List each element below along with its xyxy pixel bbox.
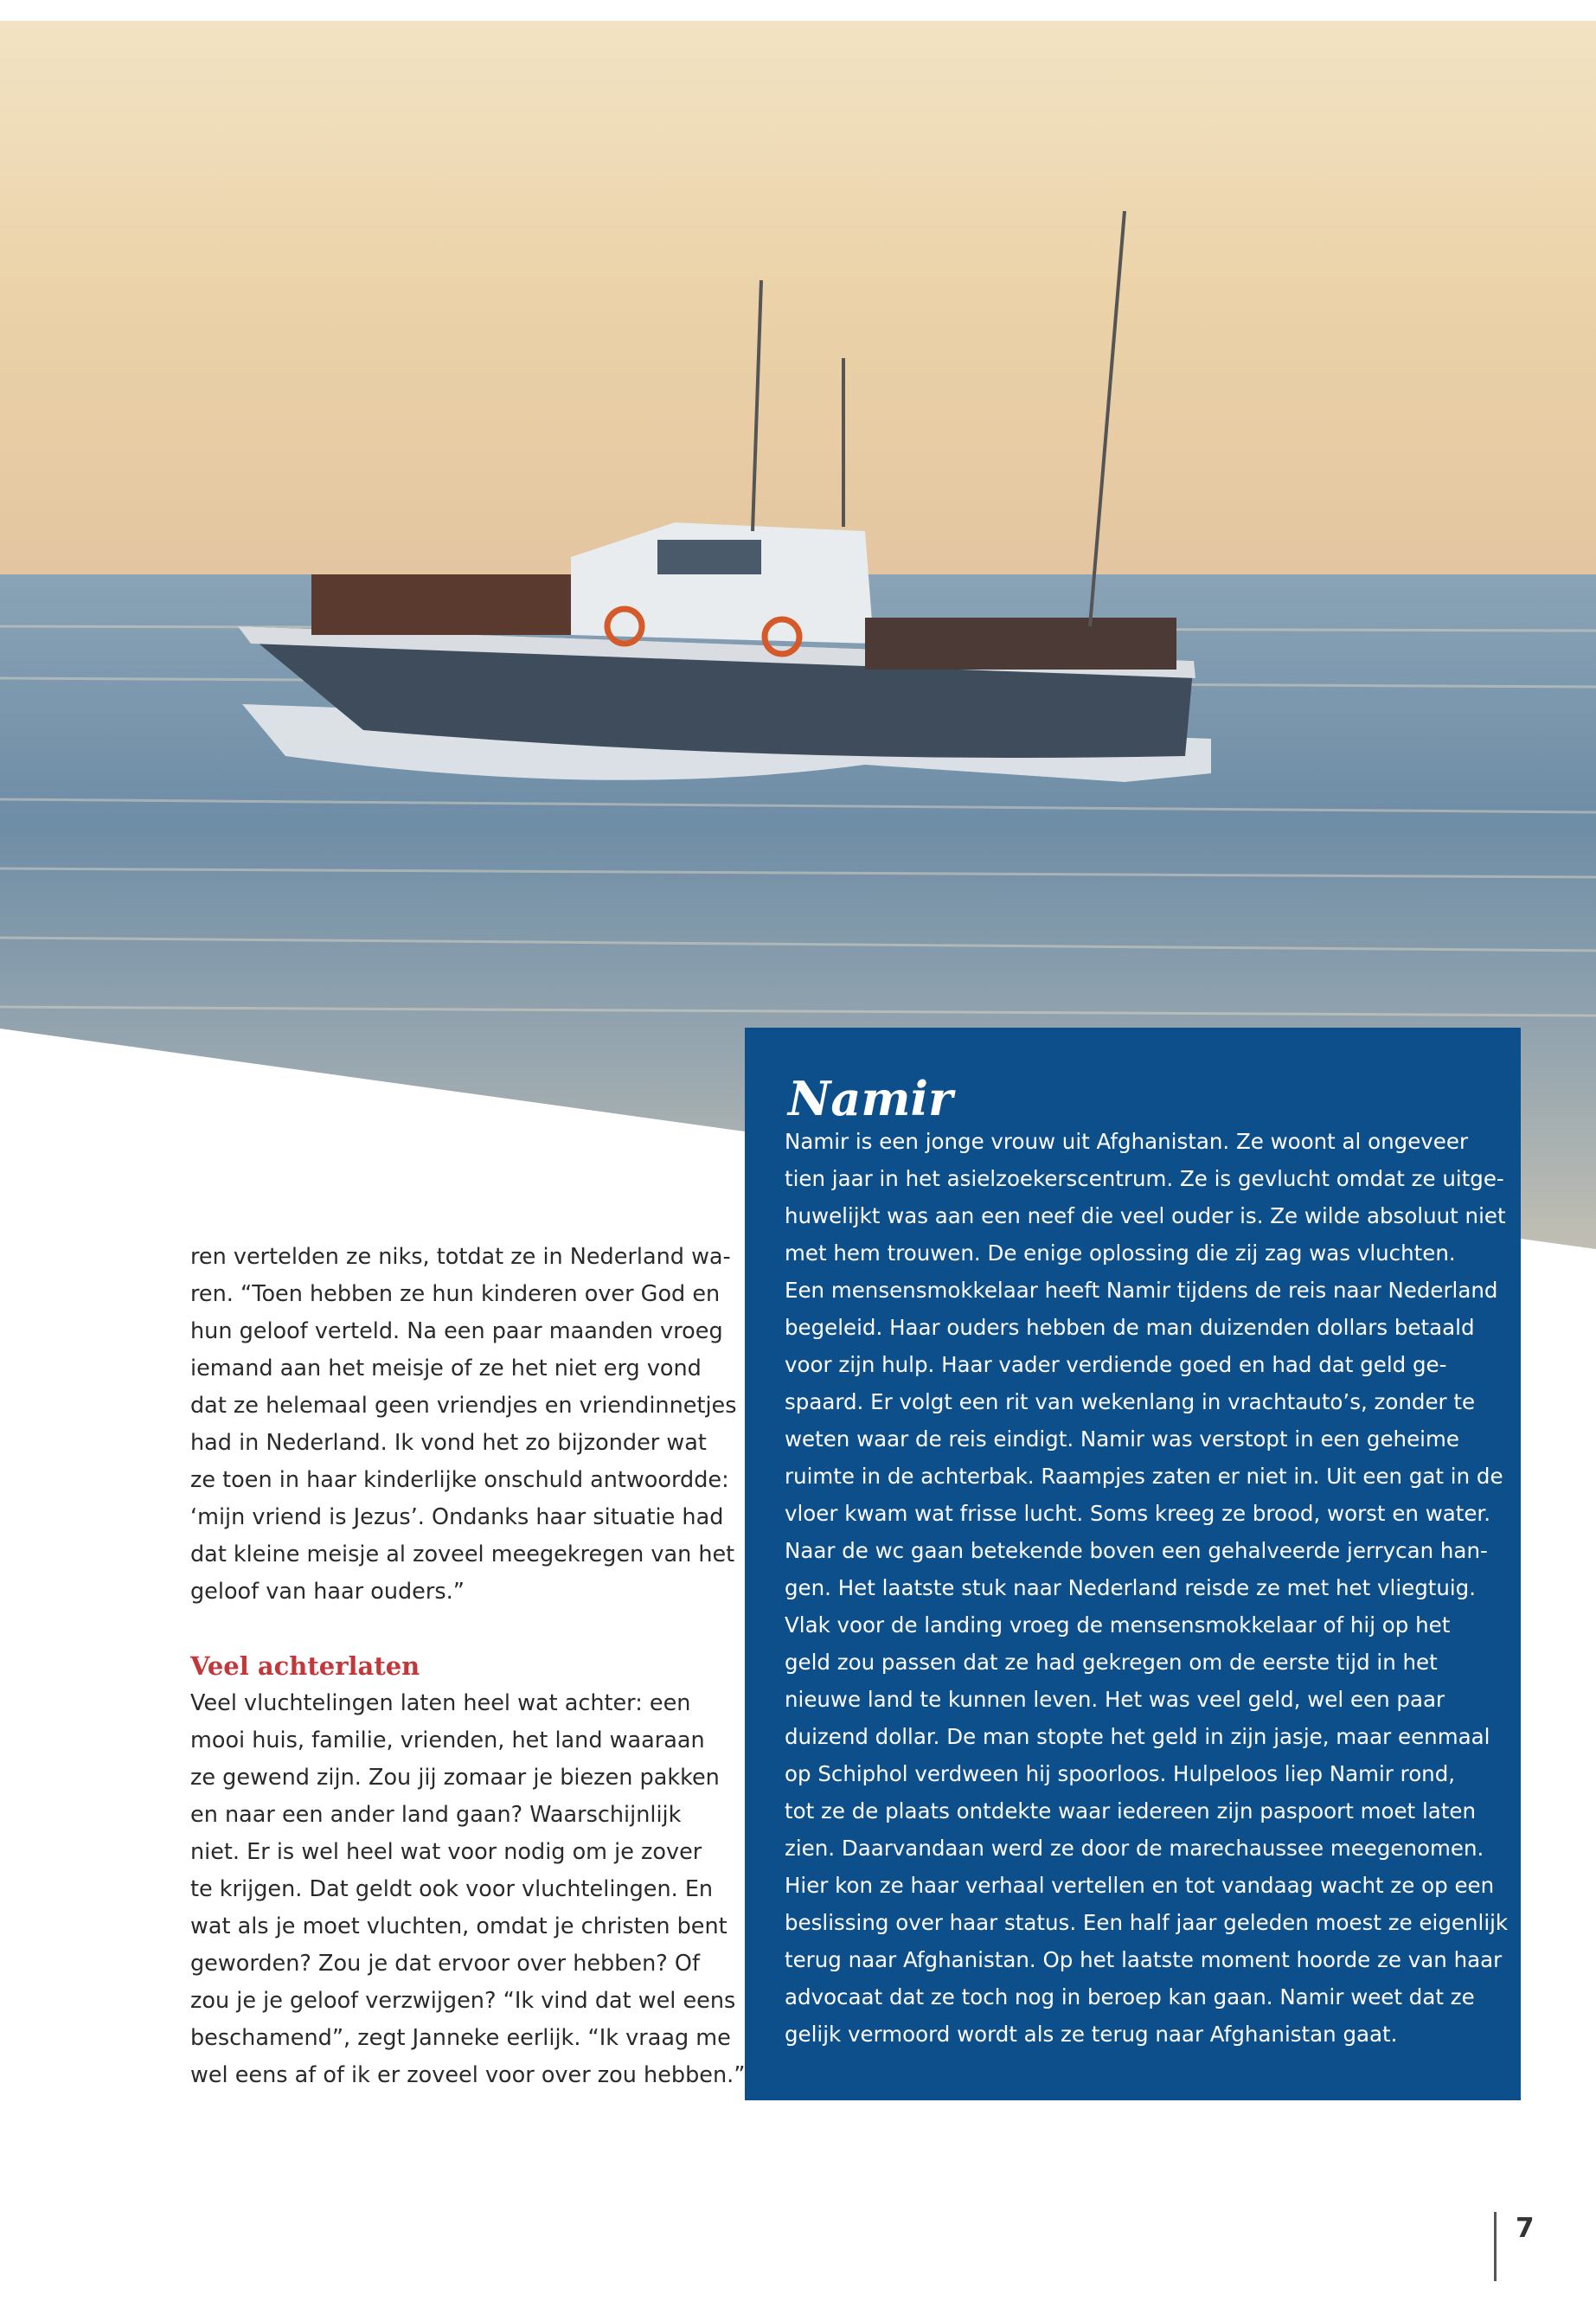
box-text-line: huwelijkt was aan een neef die veel ouder is. Ze wilde absoluut niet [785, 1203, 1506, 1228]
text-line: iemand aan het meisje of ze het niet erg vond [190, 1356, 702, 1381]
box-text-line: Naar de wc gaan betekende boven een gehalveerde jerrycan han- [785, 1538, 1488, 1563]
text-line: ze toen in haar kinderlijke onschuld antwoordde: [190, 1467, 729, 1493]
box-text-line: tien jaar in het asielzoekerscentrum. Ze is gevlucht omdat ze uitge- [785, 1166, 1504, 1191]
text-line: ren vertelden ze niks, totdat ze in Nederland wa- [190, 1244, 731, 1270]
box-text-line: advocaat dat ze toch nog in beroep kan gaan. Namir weet dat ze [785, 1984, 1475, 2009]
text-line: had in Nederland. Ik vond het zo bijzonder wat [190, 1430, 707, 1456]
text-line: ze gewend zijn. Zou jij zomaar je biezen pakken [190, 1765, 720, 1791]
box-title: Namir [788, 1071, 953, 1126]
box-body [785, 1123, 1509, 2053]
text-line: Veel vluchtelingen laten heel wat achter: een [190, 1690, 691, 1716]
page-number-divider [1494, 2212, 1497, 2281]
left-paragraph-2 [190, 1685, 746, 2094]
box-text-line: voor zijn hulp. Haar vader verdiende goed en had dat geld ge- [785, 1352, 1447, 1377]
text-line: hun geloof verteld. Na een paar maanden vroeg [190, 1318, 723, 1344]
text-line: geworden? Zou je dat ervoor over hebben? Of [190, 1951, 700, 1977]
box-text-line: Hier kon ze haar verhaal vertellen en tot vandaag wacht ze op een [785, 1873, 1495, 1898]
box-text-line: op Schiphol verdween hij spoorloos. Hulpeloos liep Namir rond, [785, 1761, 1456, 1786]
box-text-line: met hem trouwen. De enige oplossing die zij zag was vluchten. [785, 1240, 1456, 1266]
section-heading: Veel achterlaten [190, 1651, 420, 1681]
text-line: zou je je geloof verzwijgen? “Ik vind dat wel eens [190, 1988, 736, 2014]
box-text-line: spaard. Er volgt een rit van wekenlang in vrachtauto’s, zonder te [785, 1389, 1476, 1414]
text-line: geloof van haar ouders.” [190, 1579, 465, 1605]
text-line: ‘mijn vriend is Jezus’. Ondanks haar situatie had [190, 1504, 724, 1530]
box-text-line: tot ze de plaats ontdekte waar iedereen zijn paspoort moet laten [785, 1798, 1476, 1823]
box-text-line: Een mensensmokkelaar heeft Namir tijdens de reis naar Nederland [785, 1278, 1498, 1303]
namir-info-box [745, 1028, 1521, 2100]
box-text-line: gen. Het laatste stuk naar Nederland reisde ze met het vliegtuig. [785, 1575, 1477, 1600]
text-line: en naar een ander land gaan? Waarschijnlijk [190, 1802, 682, 1828]
box-text-line: begeleid. Haar ouders hebben de man duizenden dollars betaald [785, 1315, 1475, 1340]
left-column [190, 1239, 746, 2094]
page-number: 7 [1516, 2213, 1535, 2244]
text-line: te krijgen. Dat geldt ook voor vluchtelingen. En [190, 1876, 714, 1902]
box-text-line: terug naar Afghanistan. Op het laatste moment hoorde ze van haar [785, 1947, 1503, 1972]
box-text-line: duizend dollar. De man stopte het geld in zijn jasje, maar eenmaal [785, 1724, 1490, 1749]
text-line: wel eens af of ik er zoveel voor over zou hebben.” [190, 2062, 746, 2088]
sky [0, 21, 1596, 574]
text-line: beschamend”, zegt Janneke eerlijk. “Ik vraag me [190, 2025, 731, 2051]
box-text-line: beslissing over haar status. Een half jaar geleden moest ze eigenlijk [785, 1910, 1509, 1935]
text-line: dat ze helemaal geen vriendjes en vriendinnetjes [190, 1393, 737, 1419]
box-text-line: nieuwe land te kunnen leven. Het was veel geld, wel een paar [785, 1687, 1445, 1712]
box-text-line: ruimte in de achterbak. Raampjes zaten er niet in. Uit een gat in de [785, 1464, 1503, 1489]
left-paragraph-1 [190, 1239, 737, 1611]
box-text-line: geld zou passen dat ze had gekregen om de eerste tijd in het [785, 1650, 1438, 1675]
box-text-line: Namir is een jonge vrouw uit Afghanistan. Ze woont al ongeveer [785, 1129, 1469, 1154]
box-text-line: zien. Daarvandaan werd ze door de marechaussee meegenomen. [785, 1836, 1484, 1861]
box-text-line: Vlak voor de landing vroeg de mensensmokkelaar of hij op het [785, 1612, 1451, 1638]
text-line: dat kleine meisje al zoveel meegekregen van het [190, 1541, 735, 1567]
text-line: mooi huis, familie, vrienden, het land waaraan [190, 1727, 705, 1753]
text-line: niet. Er is wel heel wat voor nodig om je zover [190, 1839, 702, 1865]
text-line: wat als je moet vluchten, omdat je christen bent [190, 1913, 727, 1939]
box-text-line: weten waar de reis eindigt. Namir was verstopt in een geheime [785, 1426, 1459, 1452]
box-text-line: vloer kwam wat frisse lucht. Soms kreeg ze brood, worst en water. [785, 1501, 1491, 1526]
box-text-line: gelijk vermoord wordt als ze terug naar Afghanistan gaat. [785, 2022, 1398, 2047]
text-line: ren. “Toen hebben ze hun kinderen over God en [190, 1281, 721, 1307]
